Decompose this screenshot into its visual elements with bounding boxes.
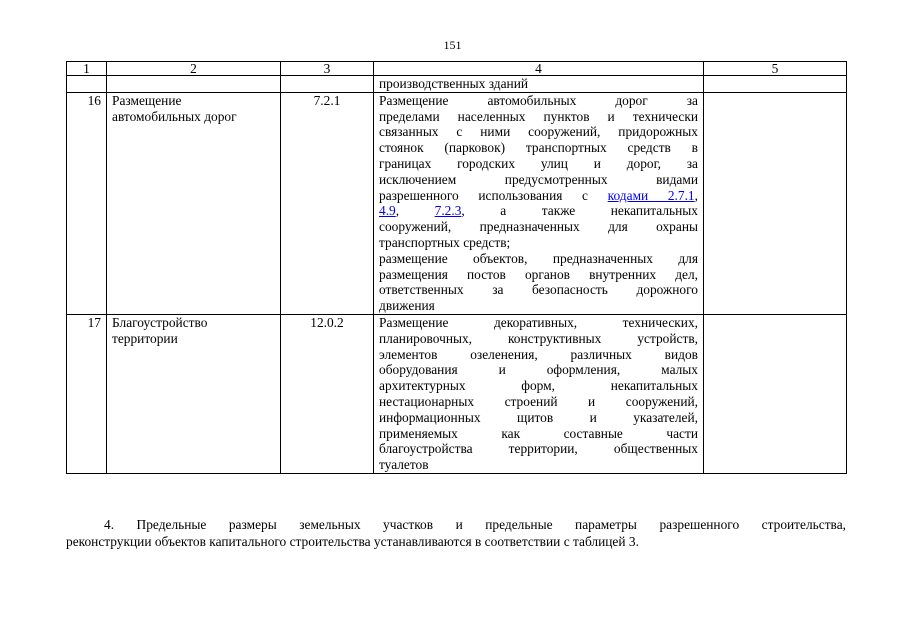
desc-line-with-links: 4.9, 7.2.3, а также некапитальных xyxy=(379,203,698,219)
row-number: 16 xyxy=(67,92,107,314)
use-name xyxy=(107,92,281,314)
desc-line: Размещение автомобильных дорог за xyxy=(379,92,698,108)
desc-line-with-link: разрешенного использования с кодами 2.7.1, xyxy=(379,187,698,203)
code-link-2-7-1[interactable]: кодами 2.7.1 xyxy=(607,187,695,203)
desc-text: разрешенного использования с xyxy=(379,187,589,203)
header-col-5: 5 xyxy=(704,62,847,76)
desc-line: исключением предусмотренных видами xyxy=(379,171,698,187)
note-line: реконструкции объектов капитального строительства устанавливаются в соответствии с таблицей 3. xyxy=(66,534,639,549)
desc-line: размещение объектов, предназначенных для xyxy=(379,250,698,266)
use-code: 12.0.2 xyxy=(281,314,374,473)
cell-empty xyxy=(67,76,107,93)
continuation-text: производственных зданий xyxy=(374,76,704,93)
use-name-line: Размещение xyxy=(112,92,182,108)
desc-line: пределами населенных пунктов и технически xyxy=(379,108,698,124)
use-name xyxy=(107,314,281,473)
use-description xyxy=(374,92,704,314)
cell-empty xyxy=(107,76,281,93)
header-col-4: 4 xyxy=(374,62,704,76)
header-col-1: 1 xyxy=(67,62,107,76)
cell-empty xyxy=(281,76,374,93)
desc-line: Размещение декоративных, технических, xyxy=(379,314,698,330)
code-link-7-2-3[interactable]: 7.2.3 xyxy=(434,203,462,219)
desc-line: связанных с ними сооружений, придорожных xyxy=(379,124,698,140)
desc-line: размещения постов органов внутренних дел, xyxy=(379,266,698,282)
desc-line: ответственных за безопасность дорожного xyxy=(379,282,698,298)
table-header-row xyxy=(67,62,847,76)
desc-line: нестационарных строений и сооружений, xyxy=(379,393,698,409)
desc-line: транспортных средств; xyxy=(379,234,511,250)
cell-col5 xyxy=(704,314,847,473)
desc-text: а также некапитальных xyxy=(500,203,698,219)
desc-line: информационных щитов и указателей, xyxy=(379,409,698,425)
cell-col5 xyxy=(704,92,847,314)
use-name-line: территории xyxy=(112,330,178,346)
note-line: 4. Предельные размеры земельных участков и предельные параметры разрешенного строительства, xyxy=(104,517,846,532)
desc-line: сооружений, предназначенных для охраны xyxy=(379,219,698,235)
desc-line: планировочных, конструктивных устройств, xyxy=(379,330,698,346)
use-name-line: автомобильных дорог xyxy=(112,108,237,124)
desc-line: туалетов xyxy=(379,457,429,473)
desc-line: элементов озеленения, различных видов xyxy=(379,346,698,362)
row-number: 17 xyxy=(67,314,107,473)
cell-empty xyxy=(704,76,847,93)
desc-line: оборудования и оформления, малых xyxy=(379,362,698,378)
desc-line: благоустройства территории, общественных xyxy=(379,441,698,457)
desc-line: архитектурных форм, некапитальных xyxy=(379,378,698,394)
use-code: 7.2.1 xyxy=(281,92,374,314)
use-description xyxy=(374,314,704,473)
page-number: 151 xyxy=(443,38,462,52)
desc-line: границах городских улиц и дорог, за xyxy=(379,155,698,171)
code-link-4-9[interactable]: 4.9 xyxy=(379,203,396,219)
header-col-3: 3 xyxy=(281,62,374,76)
use-name-line: Благоустройство xyxy=(112,314,208,330)
desc-line: применяемых как составные части xyxy=(379,425,698,441)
table-row-continuation xyxy=(67,76,847,93)
desc-line: движения xyxy=(379,298,435,314)
land-use-table xyxy=(66,61,847,474)
note-paragraph xyxy=(66,516,846,550)
header-col-2: 2 xyxy=(107,62,281,76)
table-row xyxy=(67,314,847,473)
table-row xyxy=(67,92,847,314)
desc-line: стоянок (парковок) транспортных средств в xyxy=(379,140,698,156)
